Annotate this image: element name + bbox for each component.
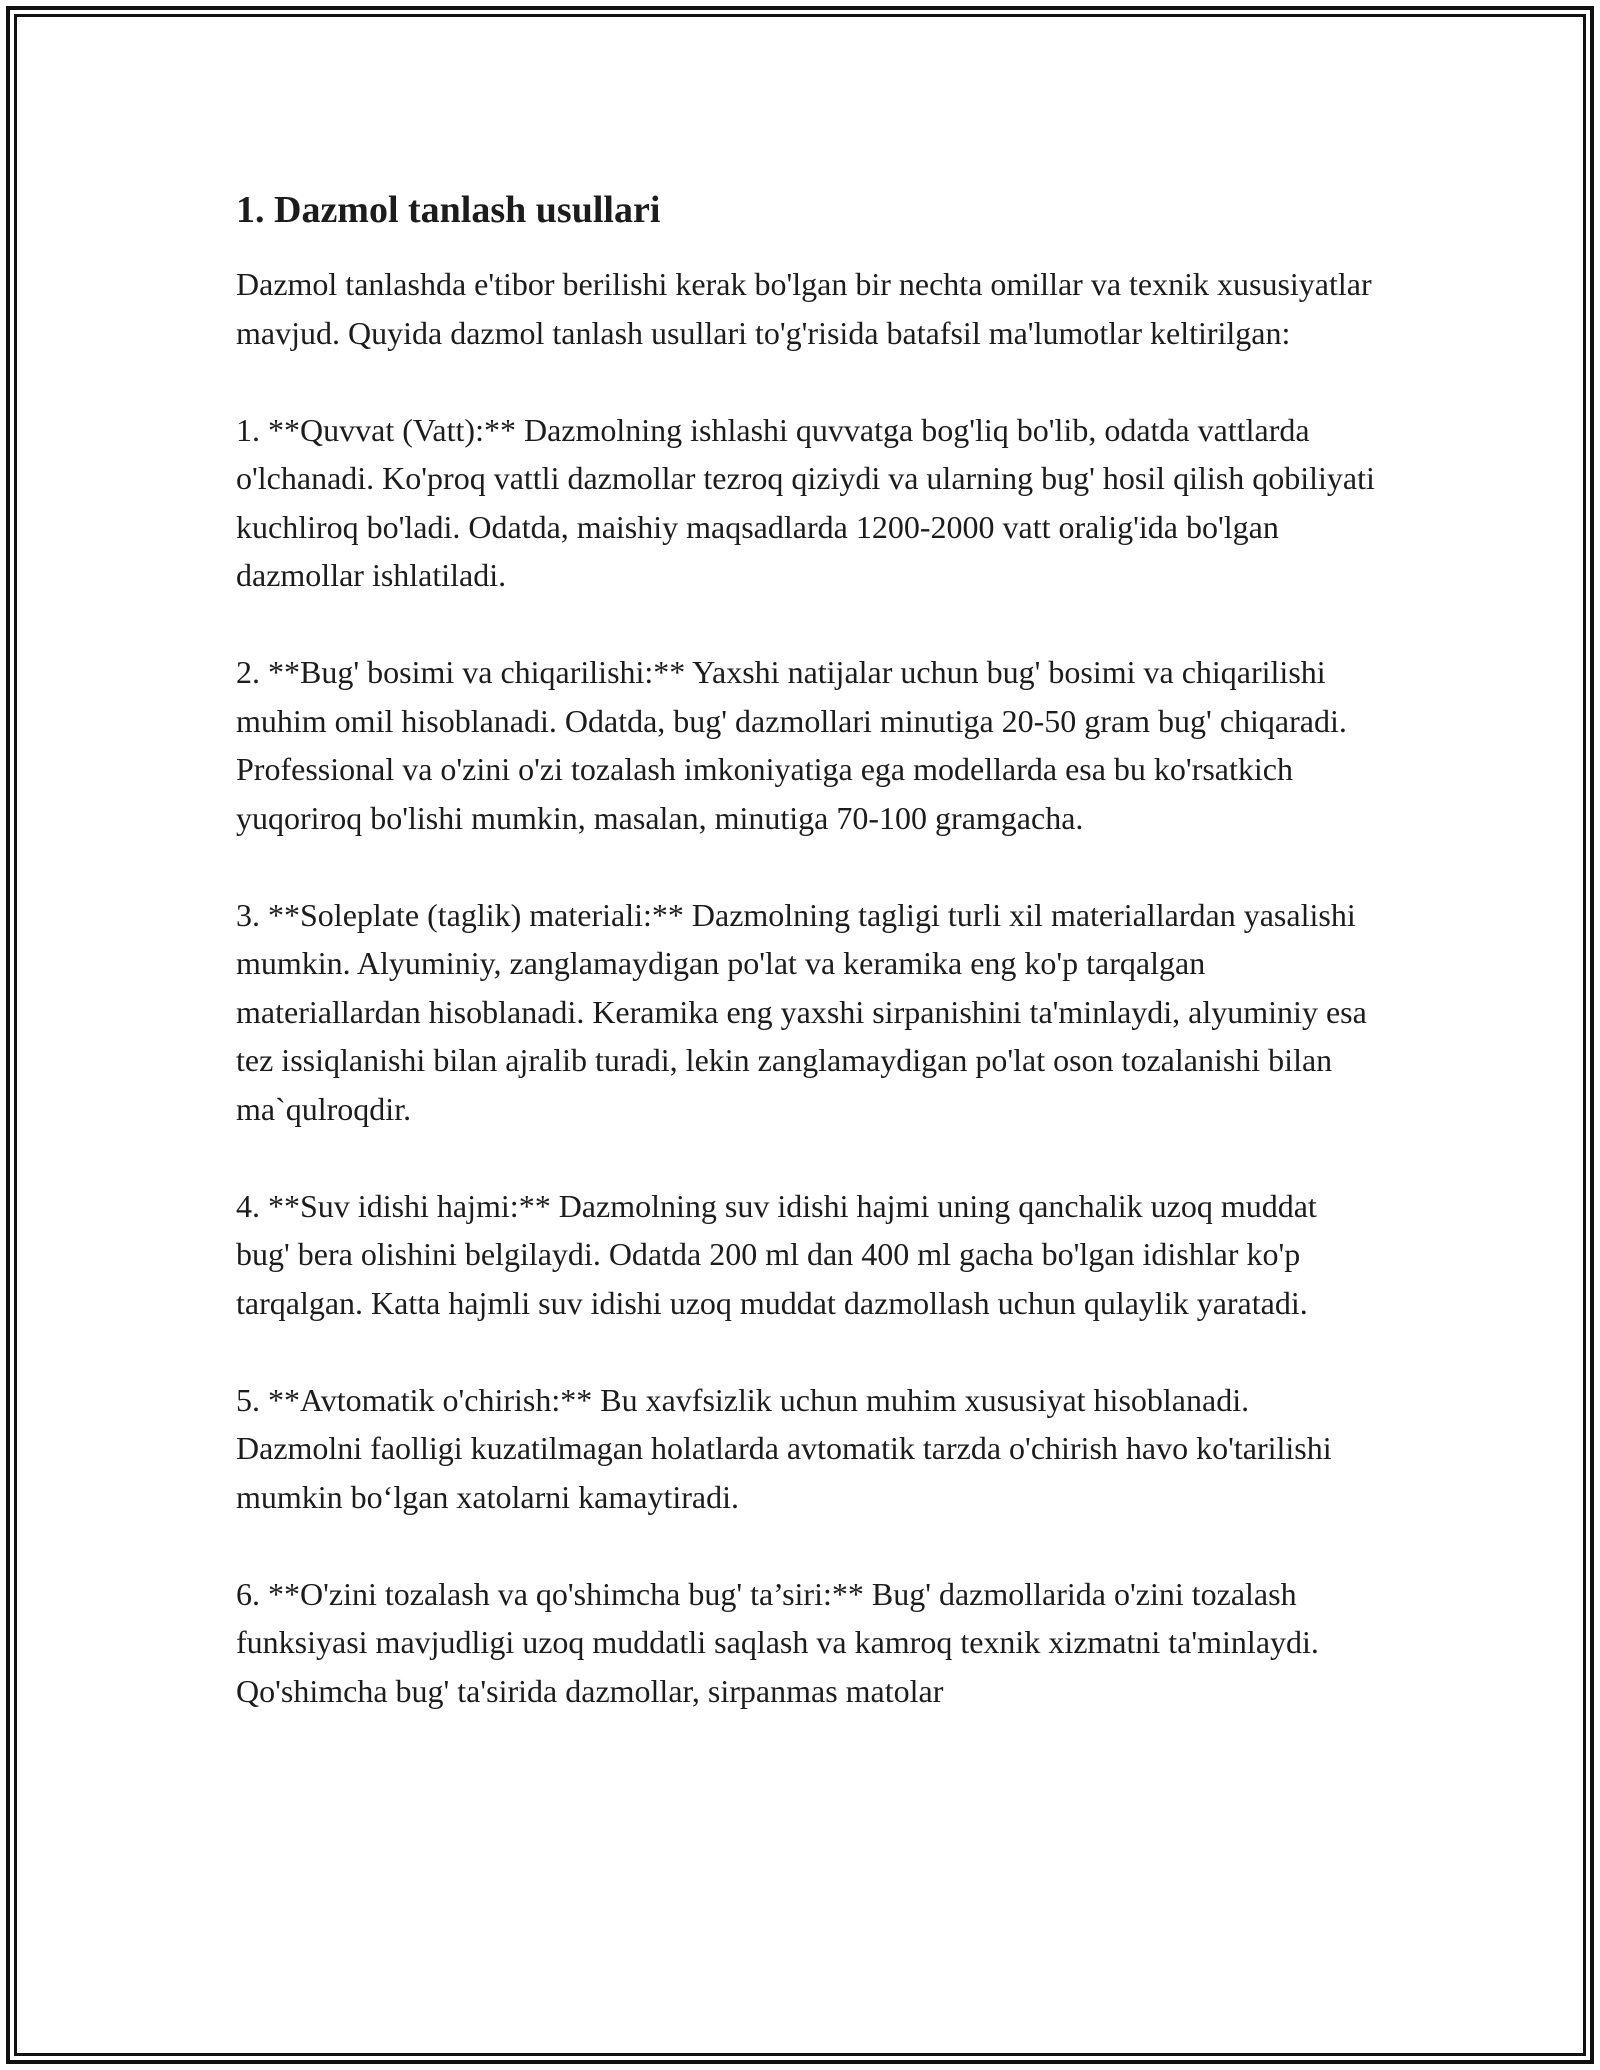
list-item-steam-pressure: 2. **Bug' bosimi va chiqarilishi:** Yaxshi natijalar uchun bug' bosimi va chiqarilishi muhim omil hisoblanadi. Odatda, bug' dazmollari minutiga 20-50 gram bug' chiqaradi. Professional va o'zini o'zi tozalash imkoniyatiga ega modellarda esa bu ko'rsatkich yuqoriroq bo'lishi mumkin, masalan, minutiga 70-100 gramgacha. <box>236 654 1347 836</box>
document-body <box>236 186 1376 1715</box>
list-item-power: 1. **Quvvat (Vatt):** Dazmolning ishlashi quvvatga bog'liq bo'lib, odatda vattlarda o'lchanadi. Ko'proq vattli dazmollar tezroq qiziydi va ularning bug' hosil qilish qobiliyati kuchliroq bo'ladi. Odatda, maishiy maqsadlarda 1200-2000 vatt oralig'ida bo'lgan dazmollar ishlatiladi. <box>236 411 1375 593</box>
list-item-soleplate: 3. **Soleplate (taglik) materiali:** Dazmolning tagligi turli xil materiallardan yasalishi mumkin. Alyuminiy, zanglamaydigan po'lat va keramika eng ko'p tarqalgan materiallardan hisoblanadi. Keramika eng yaxshi sirpanishini ta'minlaydi, alyuminiy esa tez issiqlanishi bilan ajralib turadi, lekin zanglamaydigan po'lat oson tozalanishi bilan ma`qulroqdir. <box>236 896 1367 1127</box>
list-item-auto-off: 5. **Avtomatik o'chirish:** Bu xavfsizlik uchun muhim xususiyat hisoblanadi. Dazmolni faolligi kuzatilmagan holatlarda avtomatik tarzda o'chirish havo ko'tarilishi mumkin bo‘lgan xatolarni kamaytiradi. <box>236 1381 1332 1515</box>
document-title: 1. Dazmol tanlash usullari <box>236 189 661 231</box>
intro-paragraph: Dazmol tanlashda e'tibor berilishi kerak bo'lgan bir nechta omillar va texnik xususiyatlar mavjud. Quyida dazmol tanlash usullari to'g'risida batafsil ma'lumotlar keltirilgan: <box>236 266 1372 351</box>
list-item-self-clean: 6. **O'zini tozalash va qo'shimcha bug' ta’siri:** Bug' dazmollarida o'zini tozalash funksiyasi mavjudligi uzoq muddatli saqlash va kamroq texnik xizmatni ta'minlaydi. Qo'shimcha bug' ta'sirida dazmollar, sirpanmas matolar <box>236 1575 1319 1709</box>
list-item-water-tank: 4. **Suv idishi hajmi:** Dazmolning suv idishi hajmi uning qanchalik uzoq muddat bug' bera olishini belgilaydi. Odatda 200 ml dan 400 ml gacha bo'lgan idishlar ko'p tarqalgan. Katta hajmli suv idishi uzoq muddat dazmollash uchun qulaylik yaratadi. <box>236 1187 1317 1321</box>
